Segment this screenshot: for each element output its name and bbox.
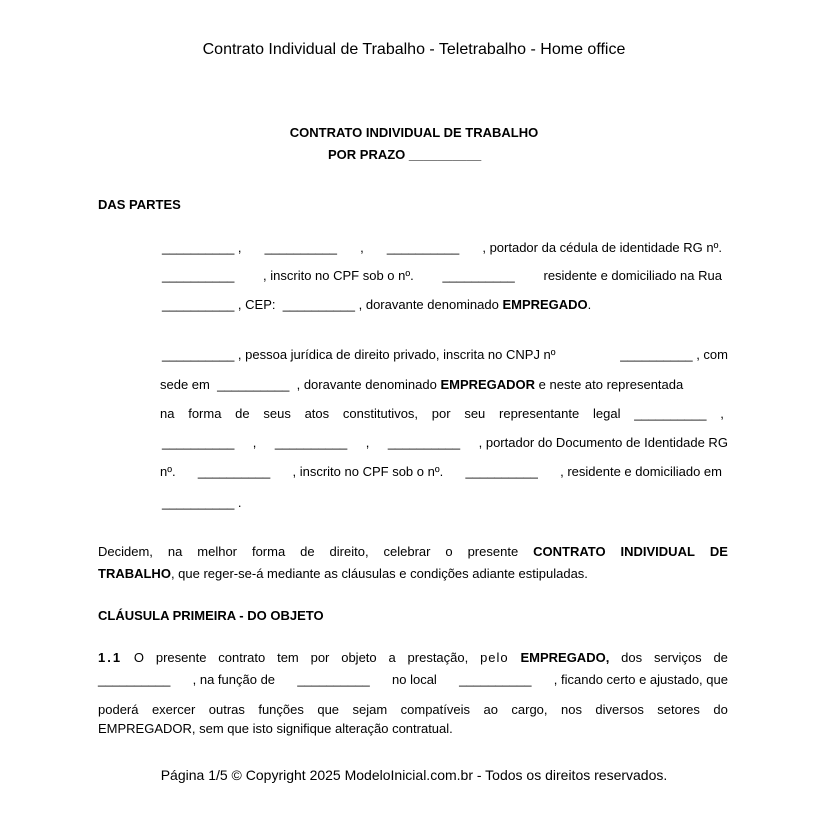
empregador-line-5: nº. __________ , inscrito no CPF sob o nº. __________ , residente e domiciliado em	[160, 464, 722, 479]
empregado-line-2: __________ , inscrito no CPF sob o nº. __________ residente e domiciliado na Rua	[162, 268, 722, 283]
term-empregado: EMPREGADO	[502, 297, 588, 312]
section-heading-clausula-primeira: CLÁUSULA PRIMEIRA - DO OBJETO	[98, 608, 324, 623]
clausula1-line-3: poderá exercer outras funções que sejam compatíveis ao cargo, nos diversos setores do	[98, 702, 728, 717]
term-empregador: EMPREGADOR	[440, 377, 536, 392]
empregador-line-1: __________ , pessoa jurídica de direito privado, inscrita no CNPJ nº __________ , com	[162, 347, 728, 362]
clausula1-line-2: __________ , na função de __________ no local __________ , ficando certo e ajustado, que	[98, 672, 728, 687]
page-footer: Página 1/5 © Copyright 2025 ModeloInicial.com.br - Todos os direitos reservados.	[160, 767, 668, 783]
decidem-line-2: TRABALHO, que reger-se-á mediante as cláusulas e condições adiante estipuladas.	[98, 566, 588, 581]
contract-term: POR PRAZO __________	[328, 147, 482, 162]
clausula1-line-4: EMPREGADOR, sem que isto signifique alteração contratual.	[98, 721, 453, 736]
empregado-line-3: __________ , CEP: __________ , doravante denominado EMPREGADO.	[162, 297, 592, 312]
empregador-line-4: __________ , __________ , __________ , portador do Documento de Identidade RG	[162, 435, 728, 450]
empregado-line-1: __________ , __________ , __________ , portador da cédula de identidade RG nº.	[162, 240, 722, 255]
clausula1-line-1: 1.1 O presente contrato tem por objeto a prestação, pelo EMPREGADO, dos serviços de	[98, 650, 728, 665]
decidem-line-1: Decidem, na melhor forma de direito, celebrar o presente CONTRATO INDIVIDUAL DE	[98, 544, 728, 559]
empregador-line-3: na forma de seus atos constitutivos, por seu representante legal __________ ,	[160, 406, 724, 421]
clause-number: 1.1	[98, 650, 123, 665]
section-heading-partes: DAS PARTES	[98, 197, 181, 212]
empregador-line-2: sede em __________ , doravante denominado EMPREGADOR e neste ato representada	[160, 377, 684, 392]
contract-title: CONTRATO INDIVIDUAL DE TRABALHO	[289, 125, 539, 140]
page-header: Contrato Individual de Trabalho - Teletrabalho - Home office	[202, 41, 626, 58]
empregador-line-6: __________ .	[162, 495, 242, 510]
